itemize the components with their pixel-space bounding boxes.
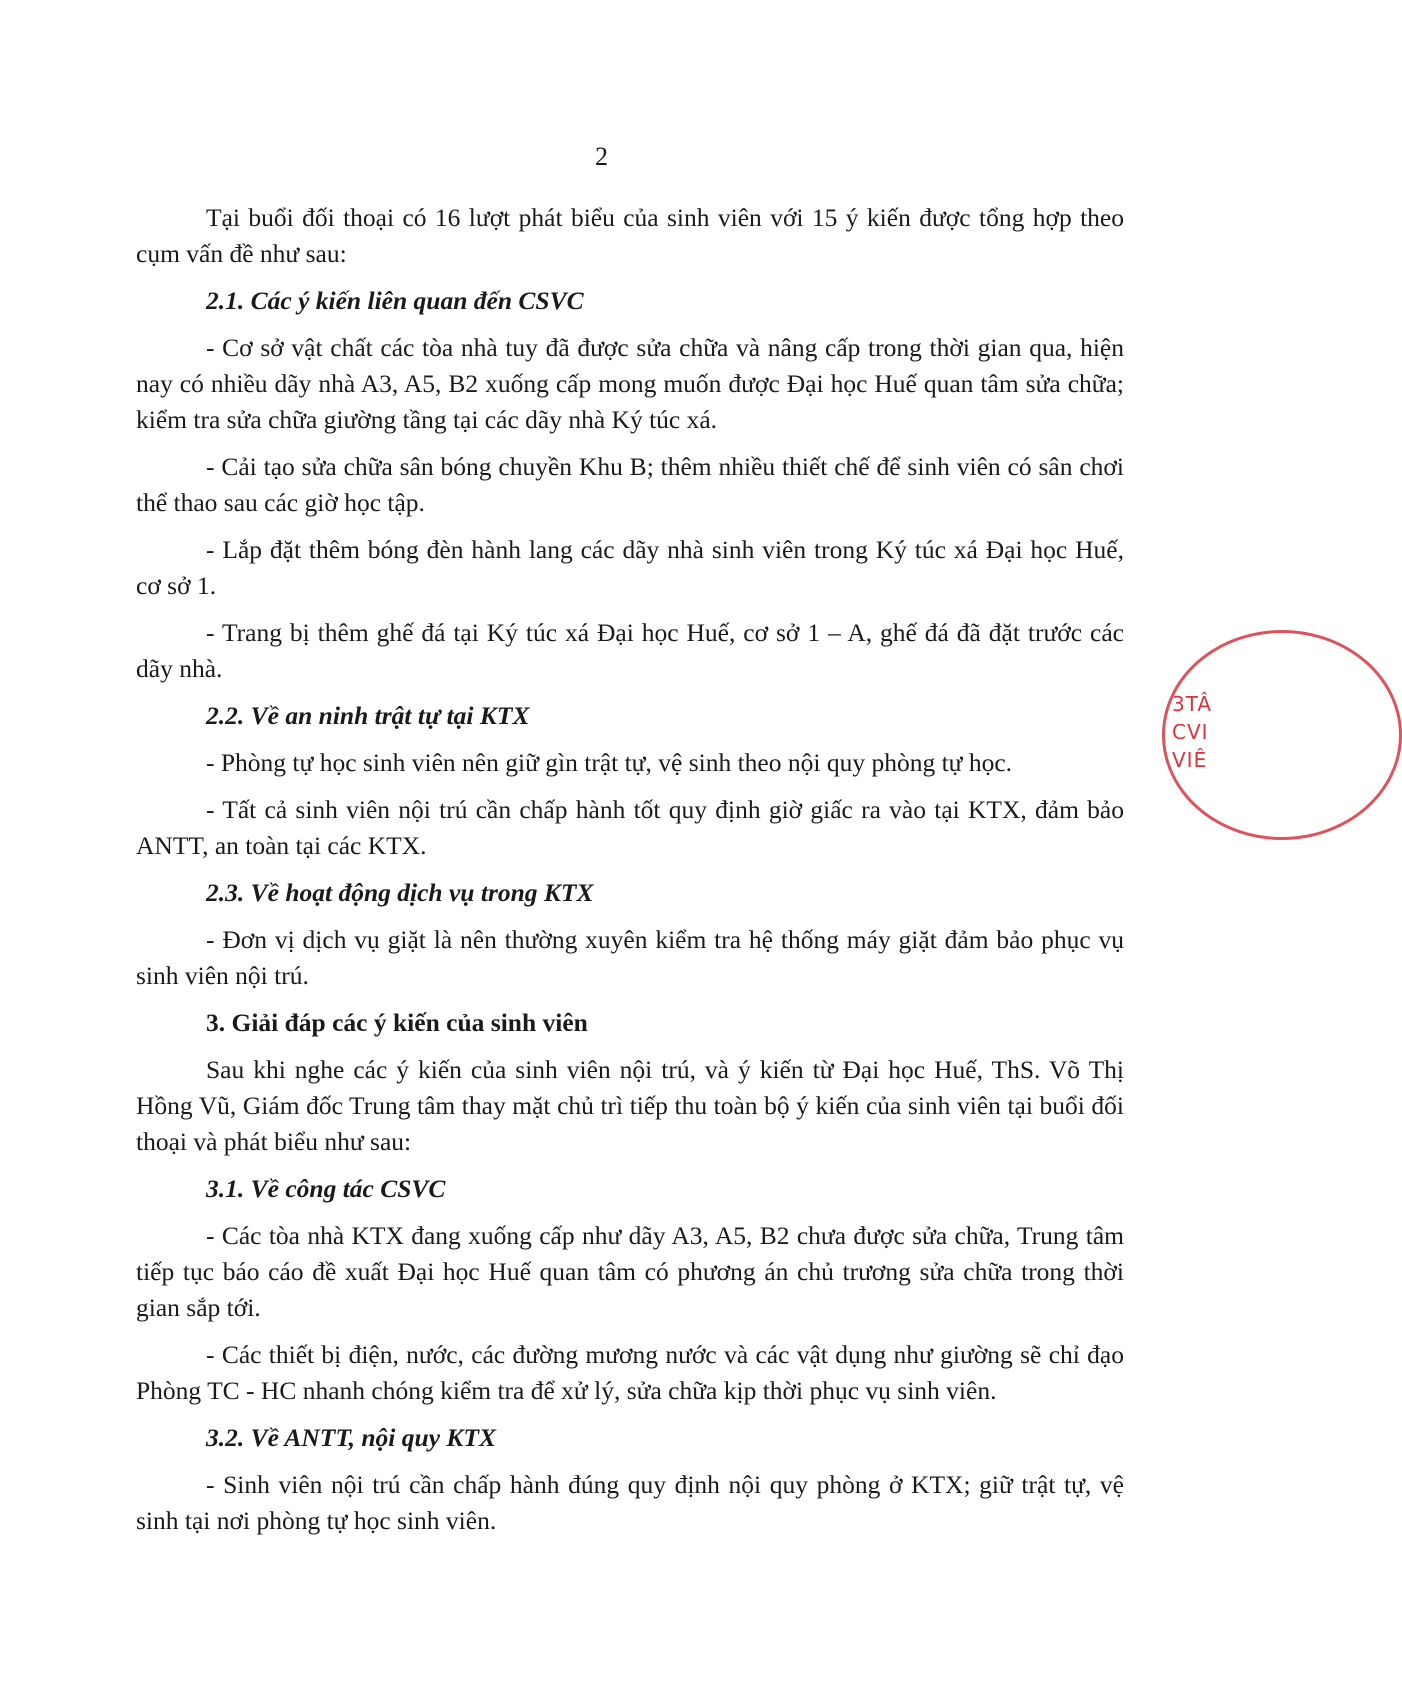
section-2-3-heading: 2.3. Về hoạt động dịch vụ trong KTX — [206, 878, 594, 907]
stamp-text-line: 3TÂ — [1172, 692, 1213, 716]
section-3-heading: 3. Giải đáp các ý kiến của sinh viên — [206, 1008, 588, 1037]
page-number: 2 — [595, 142, 608, 171]
section-3-2-item: - Sinh viên nội trú cần chấp hành đúng quy định nội quy phòng ở KTX; giữ trật tự, vệ sinh tại nơi phòng tự học sinh viên. — [136, 1470, 1124, 1535]
section-2-1-item: - Cơ sở vật chất các tòa nhà tuy đã được sửa chữa và nâng cấp trong thời gian qua, hiện nay có nhiều dãy nhà A3, A5, B2 xuống cấp mong muốn được Đại học Huế quan tâm sửa chữa; kiểm tra sửa chữa giường tầng tại các dãy nhà Ký túc xá. — [136, 333, 1124, 434]
stamp-text-line: VIÊ — [1172, 748, 1208, 772]
section-3-2-heading: 3.2. Về ANTT, nội quy KTX — [206, 1423, 496, 1452]
section-2-1-item: - Trang bị thêm ghế đá tại Ký túc xá Đại học Huế, cơ sở 1 – A, ghế đá đã đặt trước các dãy nhà. — [136, 618, 1124, 683]
section-3-1-item: - Các thiết bị điện, nước, các đường mương nước và các vật dụng như giường sẽ chỉ đạo Phòng TC - HC nhanh chóng kiểm tra để xử lý, sửa chữa kịp thời phục vụ sinh viên. — [136, 1340, 1124, 1405]
stamp-text-line: CVI — [1172, 720, 1209, 744]
section-2-1-item: - Cải tạo sửa chữa sân bóng chuyền Khu B; thêm nhiều thiết chế để sinh viên có sân chơi thể thao sau các giờ học tập. — [136, 452, 1124, 517]
section-2-2-item: - Phòng tự học sinh viên nên giữ gìn trật tự, vệ sinh theo nội quy phòng tự học. — [206, 748, 1013, 777]
section-2-2-heading: 2.2. Về an ninh trật tự tại KTX — [206, 701, 530, 730]
official-stamp — [1162, 630, 1222, 840]
section-3-1-heading: 3.1. Về công tác CSVC — [206, 1174, 446, 1203]
section-2-2-item: - Tất cả sinh viên nội trú cần chấp hành tốt quy định giờ giấc ra vào tại KTX, đảm bảo ANTT, an toàn tại các KTX. — [136, 795, 1124, 860]
section-2-1-heading: 2.1. Các ý kiến liên quan đến CSVC — [206, 286, 584, 315]
section-3-intro: Sau khi nghe các ý kiến của sinh viên nội trú, và ý kiến từ Đại học Huế, ThS. Võ Thị Hồng Vũ, Giám đốc Trung tâm thay mặt chủ trì tiếp thu toàn bộ ý kiến của sinh viên tại buổi đối thoại và phát biểu như sau: — [136, 1055, 1124, 1156]
intro-paragraph: Tại buổi đối thoại có 16 lượt phát biểu của sinh viên với 15 ý kiến được tổng hợp theo cụm vấn đề như sau: — [136, 203, 1124, 268]
section-2-3-item: - Đơn vị dịch vụ giặt là nên thường xuyên kiểm tra hệ thống máy giặt đảm bảo phục vụ sinh viên nội trú. — [136, 925, 1124, 990]
section-2-1-item: - Lắp đặt thêm bóng đèn hành lang các dãy nhà sinh viên trong Ký túc xá Đại học Huế, cơ sở 1. — [136, 535, 1124, 600]
document-body — [136, 200, 1124, 1550]
section-3-1-item: - Các tòa nhà KTX đang xuống cấp như dãy A3, A5, B2 chưa được sửa chữa, Trung tâm tiếp tục báo cáo đề xuất Đại học Huế quan tâm có phương án chủ trương sửa chữa trong thời gian sắp tới. — [136, 1221, 1124, 1322]
